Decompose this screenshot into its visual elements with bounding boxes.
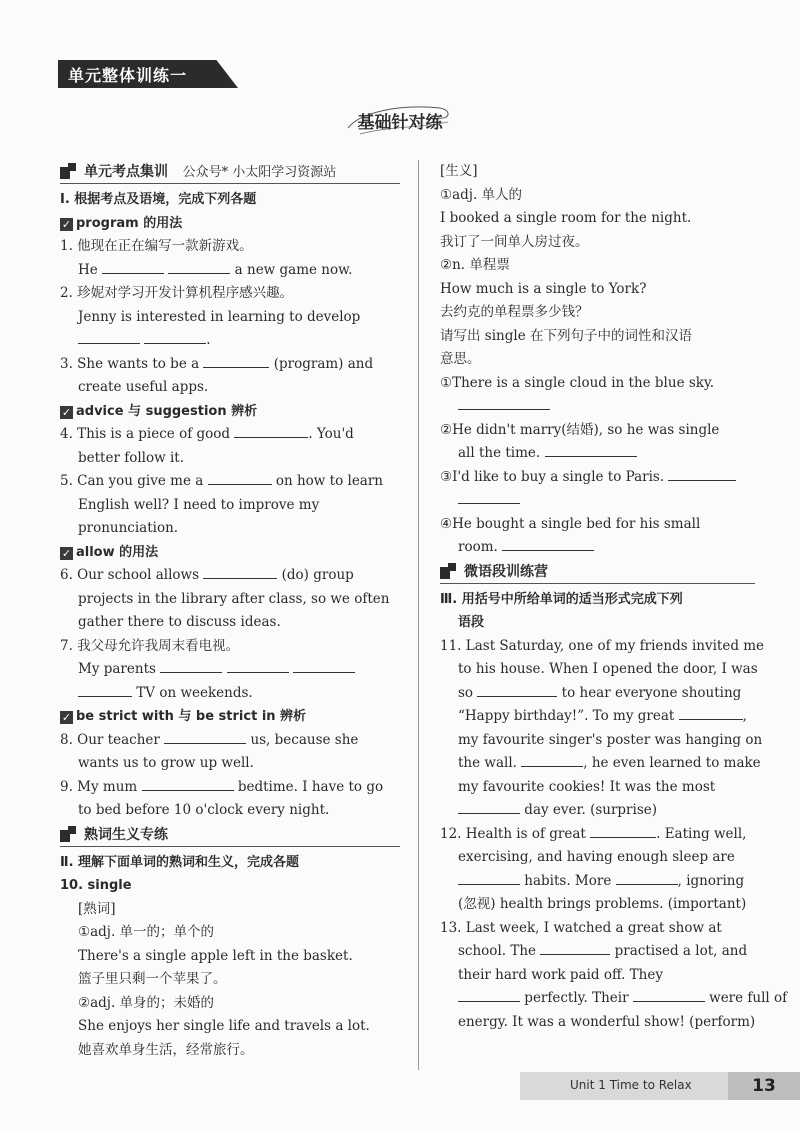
answer-blank[interactable] bbox=[502, 537, 594, 551]
question-text: ②He didn't marry(结婚), so he was single bbox=[440, 421, 720, 438]
passage-text: perfectly. Their were full of bbox=[440, 987, 755, 1011]
answer-blank[interactable] bbox=[78, 683, 132, 697]
answer-line bbox=[440, 395, 755, 419]
definition-text: ①adj. 单人的 bbox=[440, 186, 523, 203]
passage-text: the wall. , he even learned to make bbox=[458, 755, 761, 771]
example-text: She enjoys her single life and travels a lot. bbox=[78, 1018, 370, 1034]
passage-text: my favourite singer's poster was hanging on bbox=[458, 731, 763, 748]
section-underline bbox=[440, 583, 755, 584]
question-text: 5. Can you give me a on how to learn bbox=[60, 473, 384, 489]
answer-blank[interactable] bbox=[142, 777, 234, 791]
answer-blank[interactable] bbox=[102, 260, 164, 274]
example-text: There's a single apple left in the basket. bbox=[78, 947, 353, 964]
section-underline bbox=[60, 183, 400, 184]
section-header-1 bbox=[60, 160, 400, 184]
answer-blank[interactable] bbox=[168, 260, 230, 274]
question-text: 9. My mum bedtime. I have to go bbox=[60, 778, 384, 795]
passage-text: their hard work paid off. They bbox=[458, 966, 663, 983]
column-divider bbox=[418, 160, 419, 1070]
question-text: 3. She wants to be a (program) and bbox=[60, 355, 374, 372]
part-heading: Ⅲ. 用括号中所给单词的适当形式完成下列 bbox=[440, 591, 683, 607]
answer-blank[interactable] bbox=[144, 330, 206, 344]
section-square-icon bbox=[60, 163, 76, 179]
passage-text: 11. Last Saturday, one of my friends invited me bbox=[440, 637, 765, 654]
instruction-text: 请写出 single 在下列句子中的词性和汉语 bbox=[440, 327, 692, 344]
answer-blank[interactable] bbox=[545, 443, 637, 457]
question-text: ①There is a single cloud in the blue sky. bbox=[440, 374, 715, 391]
question-text: room. bbox=[440, 536, 755, 560]
definition-text: ①adj. 单一的；单个的 bbox=[78, 924, 215, 940]
part-heading: 语段 bbox=[458, 615, 485, 630]
section-header-2 bbox=[60, 823, 400, 847]
answer-blank[interactable] bbox=[458, 490, 520, 504]
answer-blank[interactable] bbox=[203, 354, 269, 368]
question-text: . bbox=[60, 329, 400, 353]
watermark-text: 公众号* 小太阳学习资源站 bbox=[182, 165, 337, 180]
answer-blank[interactable] bbox=[521, 753, 583, 767]
example-text: I booked a single room for the night. bbox=[440, 210, 692, 226]
question-text: 2. 珍妮对学习开发计算机程序感兴趣。 bbox=[60, 285, 294, 301]
topic-heading: ✓ program 的用法 bbox=[61, 215, 183, 231]
question-text: gather there to discuss ideas. bbox=[78, 614, 281, 630]
instruction-text: 意思。 bbox=[440, 351, 481, 367]
answer-blank[interactable] bbox=[540, 941, 610, 955]
section-title: 单元考点集训 公众号* 小太阳学习资源站 bbox=[84, 164, 337, 180]
question-text: projects in the library after class, so we often bbox=[78, 590, 390, 607]
passage-text: “Happy birthday!”. To my great , bbox=[458, 708, 747, 724]
section-square-icon bbox=[440, 563, 456, 579]
answer-blank[interactable] bbox=[160, 659, 222, 673]
answer-blank[interactable] bbox=[458, 396, 550, 410]
section-title: 熟词生义专练 bbox=[84, 826, 168, 843]
answer-blank[interactable] bbox=[616, 871, 678, 885]
passage-text: day ever. (surprise) bbox=[440, 799, 755, 823]
right-column bbox=[440, 160, 788, 1034]
example-text: 她喜欢单身生活，经常旅行。 bbox=[78, 1041, 254, 1058]
answer-blank[interactable] bbox=[203, 565, 277, 579]
question-text: to bed before 10 o'clock every night. bbox=[78, 802, 330, 818]
answer-blank[interactable] bbox=[668, 467, 736, 481]
check-icon: ✓ bbox=[61, 711, 72, 724]
passage-text: school. The practised a lot, and bbox=[458, 943, 748, 959]
page-number: 13 bbox=[728, 1072, 800, 1100]
question-text: better follow it. bbox=[78, 449, 184, 466]
passage-text: to his house. When I opened the door, I was bbox=[458, 661, 758, 677]
section-square-icon bbox=[60, 826, 76, 842]
question-text: TV on weekends. bbox=[60, 682, 400, 706]
example-text: How much is a single to York? bbox=[440, 280, 647, 297]
question-text: 7. 我父母允许我周末看电视。 bbox=[60, 637, 240, 654]
banner-title: 单元整体训练一 bbox=[68, 66, 188, 85]
label-text: [生义] bbox=[440, 163, 478, 179]
question-text: English well? I need to improve my bbox=[78, 496, 320, 513]
question-text: 6. Our school allows (do) group bbox=[60, 567, 354, 583]
answer-blank[interactable] bbox=[227, 659, 289, 673]
page-footer bbox=[520, 1072, 800, 1100]
definition-text: ②adj. 单身的；未婚的 bbox=[78, 994, 215, 1011]
topic-heading: ✓ be strict with 与 be strict in 辨析 bbox=[61, 709, 307, 724]
answer-line bbox=[440, 489, 755, 513]
passage-text: (忽视) health brings problems. (important) bbox=[458, 896, 747, 912]
answer-blank[interactable] bbox=[234, 424, 308, 438]
passage-text: exercising, and having enough sleep are bbox=[458, 849, 735, 865]
answer-blank[interactable] bbox=[208, 471, 272, 485]
example-text: 去约克的单程票多少钱？ bbox=[440, 304, 589, 320]
passage-text: so to hear everyone shouting bbox=[458, 684, 742, 701]
unit-label: Unit 1 Time to Relax bbox=[570, 1078, 692, 1092]
question-text: Jenny is interested in learning to develop bbox=[78, 308, 361, 325]
passage-text: energy. It was a wonderful show! (perform) bbox=[458, 1013, 756, 1030]
part-heading: Ⅱ. 理解下面单词的熟词和生义，完成各题 bbox=[60, 854, 300, 870]
topic-heading: ✓ allow 的用法 bbox=[61, 544, 159, 560]
section-underline bbox=[60, 846, 400, 847]
part-heading: Ⅰ. 根据考点及语境，完成下列各题 bbox=[60, 192, 257, 207]
check-icon: ✓ bbox=[61, 405, 72, 419]
question-text: ③I'd like to buy a single to Paris. bbox=[440, 466, 755, 490]
answer-blank[interactable] bbox=[458, 871, 520, 885]
answer-blank[interactable] bbox=[78, 330, 140, 344]
passage-text: my favourite cookies! It was the most bbox=[458, 778, 716, 795]
topic-heading: ✓ advice 与 suggestion 辨析 bbox=[61, 403, 258, 419]
question-text: 4. This is a piece of good . You'd bbox=[60, 426, 354, 442]
answer-blank[interactable] bbox=[458, 800, 520, 814]
question-text: My parents bbox=[60, 658, 400, 682]
question-text: ④He bought a single bed for his small bbox=[440, 515, 701, 532]
question-text: pronunciation. bbox=[78, 520, 179, 536]
example-text: 篮子里只剩一个苹果了。 bbox=[78, 971, 227, 987]
passage-text: 12. Health is of great . Eating well, bbox=[440, 825, 747, 842]
answer-blank[interactable] bbox=[458, 988, 520, 1002]
answer-blank[interactable] bbox=[293, 659, 355, 673]
answer-blank[interactable] bbox=[679, 706, 743, 720]
word-heading: 10. single bbox=[60, 878, 132, 893]
answer-blank[interactable] bbox=[477, 683, 557, 697]
question-text: 1. 他现在正在编写一款新游戏。 bbox=[60, 238, 253, 254]
answer-blank[interactable] bbox=[590, 824, 656, 838]
unit-banner bbox=[58, 60, 238, 88]
passage-text: habits. More , ignoring bbox=[440, 870, 755, 894]
left-column bbox=[60, 160, 400, 1062]
answer-blank[interactable] bbox=[633, 988, 705, 1002]
label-text: [熟词] bbox=[78, 900, 116, 917]
example-text: 我订了一间单人房过夜。 bbox=[440, 233, 589, 250]
check-icon: ✓ bbox=[61, 217, 72, 231]
definition-text: ②n. 单程票 bbox=[440, 257, 510, 273]
section-title: 微语段训练营 bbox=[464, 563, 548, 580]
question-text: all the time. bbox=[440, 442, 755, 466]
question-text: 8. Our teacher us, because she bbox=[60, 731, 359, 748]
passage-text: 13. Last week, I watched a great show at bbox=[440, 919, 722, 936]
page-title: 基础针对练 bbox=[357, 113, 443, 133]
check-icon: ✓ bbox=[61, 546, 72, 560]
section-header-3 bbox=[440, 560, 755, 584]
question-text: He a new game now. bbox=[78, 261, 353, 278]
question-text: create useful apps. bbox=[78, 379, 209, 395]
answer-blank[interactable] bbox=[164, 730, 246, 744]
question-text: wants us to grow up well. bbox=[78, 755, 254, 771]
